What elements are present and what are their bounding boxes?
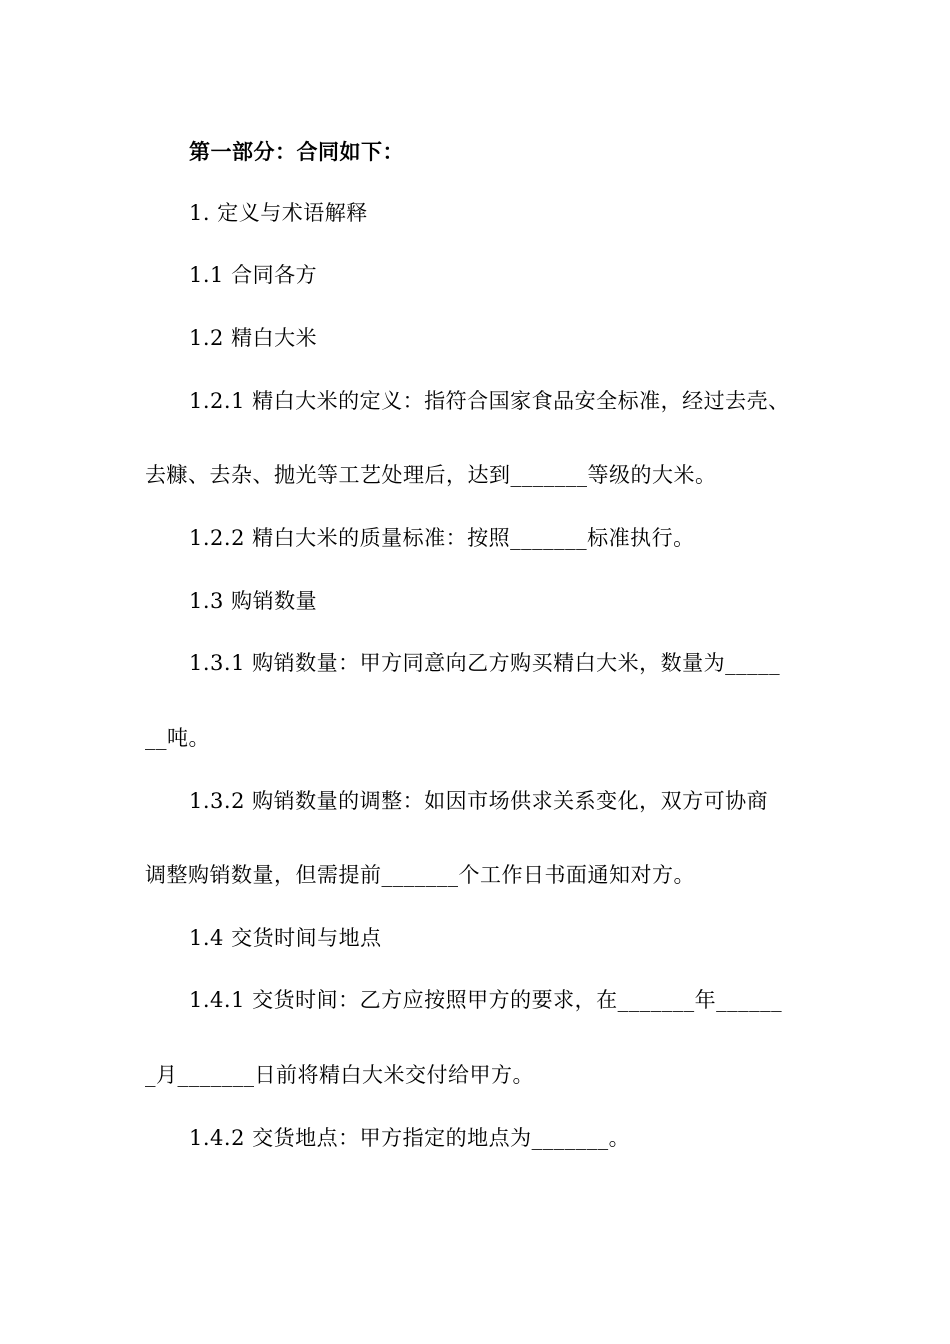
- clause-1-4-1-line1: 1.4.1 交货时间：乙方应按照甲方的要求，在_______年______: [189, 988, 783, 1012]
- clause-1-3-2-line1: 1.3.2 购销数量的调整：如因市场供求关系变化，双方可协商: [189, 789, 769, 813]
- clause-1-3-1-line1: 1.3.1 购销数量：甲方同意向乙方购买精白大米，数量为_____: [189, 651, 781, 675]
- clause-1-1-title: 1.1 合同各方: [189, 263, 318, 287]
- clause-1-3-title: 1.3 购销数量: [189, 589, 318, 613]
- clause-1-2-1-line2: 去糠、去杂、抛光等工艺处理后，达到_______等级的大米。: [145, 463, 717, 487]
- clause-1-3-1-line2: __吨。: [145, 726, 210, 750]
- clause-1-2-title: 1.2 精白大米: [189, 326, 318, 350]
- clause-1-4-title: 1.4 交货时间与地点: [189, 926, 382, 950]
- clause-1-4-1-line2: _月_______日前将精白大米交付给甲方。: [145, 1063, 534, 1087]
- clause-1-4-2: 1.4.2 交货地点：甲方指定的地点为_______。: [189, 1126, 631, 1150]
- clause-1-2-1-line1: 1.2.1 精白大米的定义：指符合国家食品安全标准，经过去壳、: [189, 389, 790, 413]
- clause-1-title: 1. 定义与术语解释: [189, 201, 368, 225]
- clause-1-2-2: 1.2.2 精白大米的质量标准：按照_______标准执行。: [189, 526, 695, 550]
- clause-1-3-2-line2: 调整购销数量，但需提前_______个工作日书面通知对方。: [145, 863, 695, 887]
- section-heading: 第一部分：合同如下：: [189, 139, 404, 164]
